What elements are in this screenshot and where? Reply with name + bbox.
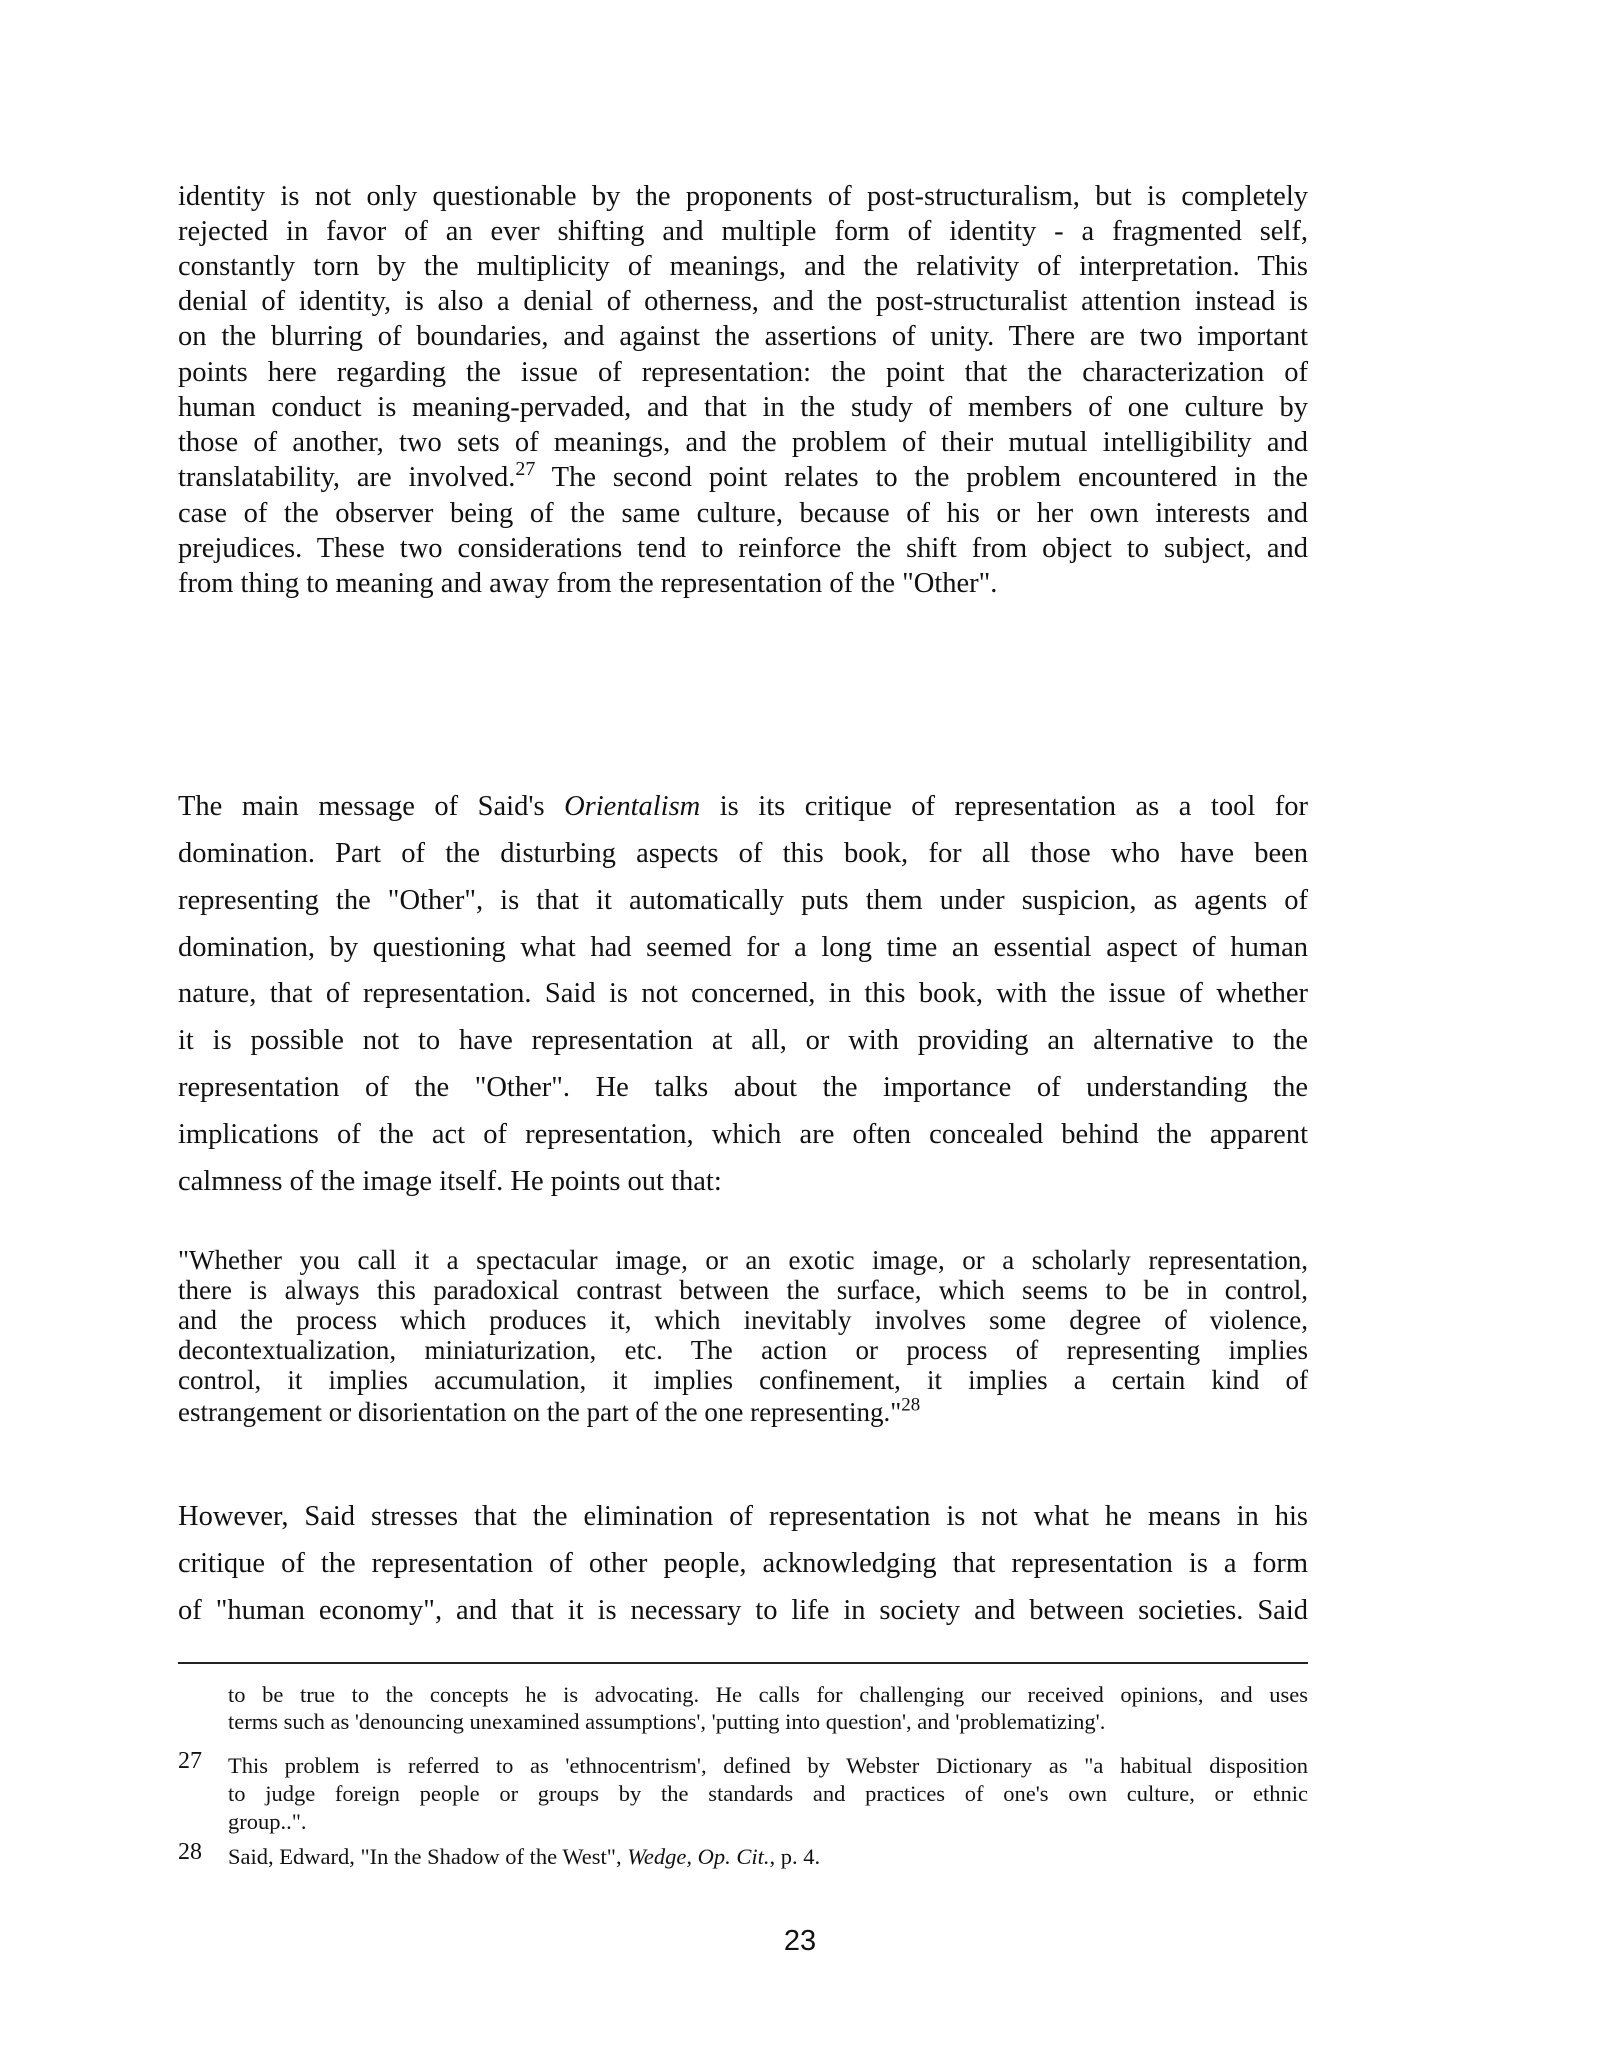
- text-line: representing the "Other", is that it automatically puts them under suspicion, as agents of: [178, 885, 1308, 916]
- text-line: of "human economy", and that it is necessary to life in society and between societies. Said: [178, 1595, 1308, 1626]
- text-line: from thing to meaning and away from the representation of the "Other".: [178, 568, 998, 599]
- text-line: on the blurring of boundaries, and against the assertions of unity. There are two important: [178, 321, 1308, 352]
- quote-line-with-footnote: [178, 1394, 1308, 1427]
- text-line: points here regarding the issue of representation: the point that the characterization of: [178, 357, 1308, 388]
- text-line: implications of the act of representation, which are often concealed behind the apparent: [178, 1119, 1308, 1150]
- quote-line: and the process which produces it, which inevitably involves some degree of violence,: [178, 1305, 1308, 1335]
- footnote-line: terms such as 'denouncing unexamined assumptions', 'putting into question', and 'problematizing'.: [228, 1709, 1106, 1734]
- footnote-separator: [178, 1662, 1308, 1664]
- book-title: Orientalism: [564, 791, 701, 822]
- footnote-number: 27: [178, 1748, 202, 1774]
- text-line-with-title: [178, 790, 1308, 824]
- quote-line: decontextualization, miniaturization, etc. The action or process of representing implies: [178, 1335, 1308, 1365]
- footnote-line: group..".: [228, 1809, 307, 1834]
- text-line: However, Said stresses that the elimination of representation is not what he means in his: [178, 1501, 1308, 1532]
- text-line-with-footnote: [178, 458, 1308, 495]
- text-line: calmness of the image itself. He points out that:: [178, 1166, 722, 1197]
- text-line: rejected in favor of an ever shifting and multiple form of identity - a fragmented self,: [178, 216, 1308, 247]
- text-line: critique of the representation of other people, acknowledging that representation is a form: [178, 1548, 1308, 1579]
- text-line: domination. Part of the disturbing aspects of this book, for all those who have been: [178, 838, 1308, 869]
- quote-line: "Whether you call it a spectacular image, or an exotic image, or a scholarly representation,: [178, 1245, 1308, 1275]
- footnote-line: [228, 1843, 1308, 1870]
- footnote-ref-28[interactable]: 28: [901, 1394, 921, 1416]
- quote-line: control, it implies accumulation, it implies confinement, it implies a certain kind of: [178, 1365, 1308, 1395]
- text-fragment: translatability, are involved.: [178, 462, 516, 493]
- text-line: representation of the "Other". He talks about the importance of understanding the: [178, 1072, 1308, 1103]
- footnote-number: 28: [178, 1839, 202, 1865]
- footnote-ref-27[interactable]: 27: [515, 458, 536, 481]
- text-line: constantly torn by the multiplicity of meanings, and the relativity of interpretation. This: [178, 251, 1308, 282]
- footnote-line: This problem is referred to as 'ethnocentrism', defined by Webster Dictionary as "a habitual disposition: [228, 1753, 1308, 1778]
- text-line: those of another, two sets of meanings, and the problem of their mutual intelligibility and: [178, 427, 1308, 458]
- text-fragment: is its critique of representation as a tool for: [700, 791, 1309, 822]
- text-line: identity is not only questionable by the proponents of post-structuralism, but is completely: [178, 181, 1308, 212]
- text-line: domination, by questioning what had seemed for a long time an essential aspect of human: [178, 932, 1308, 963]
- footnote-line: to judge foreign people or groups by the standards and practices of one's own culture, or ethnic: [228, 1781, 1308, 1806]
- text-fragment: estrangement or disorientation on the part of the one representing.": [178, 1397, 902, 1427]
- text-fragment: Said, Edward, "In the Shadow of the West",: [228, 1844, 628, 1869]
- citation-title: Wedge, Op. Cit.: [627, 1844, 770, 1869]
- text-line: prejudices. These two considerations tend to reinforce the shift from object to subject, and: [178, 533, 1308, 564]
- quote-line: there is always this paradoxical contrast between the surface, which seems to be in control,: [178, 1275, 1308, 1305]
- text-fragment: The main message of Said's: [178, 791, 565, 822]
- text-line: nature, that of representation. Said is not concerned, in this book, with the issue of whether: [178, 978, 1308, 1009]
- text-fragment: , p. 4.: [769, 1844, 821, 1869]
- text-fragment: The second point relates to the problem encountered in the: [551, 462, 1308, 493]
- footnote-line: to be true to the concepts he is advocating. He calls for challenging our received opinions, and uses: [228, 1682, 1308, 1707]
- text-line: human conduct is meaning-pervaded, and that in the study of members of one culture by: [178, 392, 1308, 423]
- text-line: case of the observer being of the same culture, because of his or her own interests and: [178, 498, 1308, 529]
- page-number: 23: [783, 1925, 817, 1957]
- text-line: denial of identity, is also a denial of otherness, and the post-structuralist attention instead is: [178, 286, 1308, 317]
- text-line: it is possible not to have representation at all, or with providing an alternative to the: [178, 1025, 1308, 1056]
